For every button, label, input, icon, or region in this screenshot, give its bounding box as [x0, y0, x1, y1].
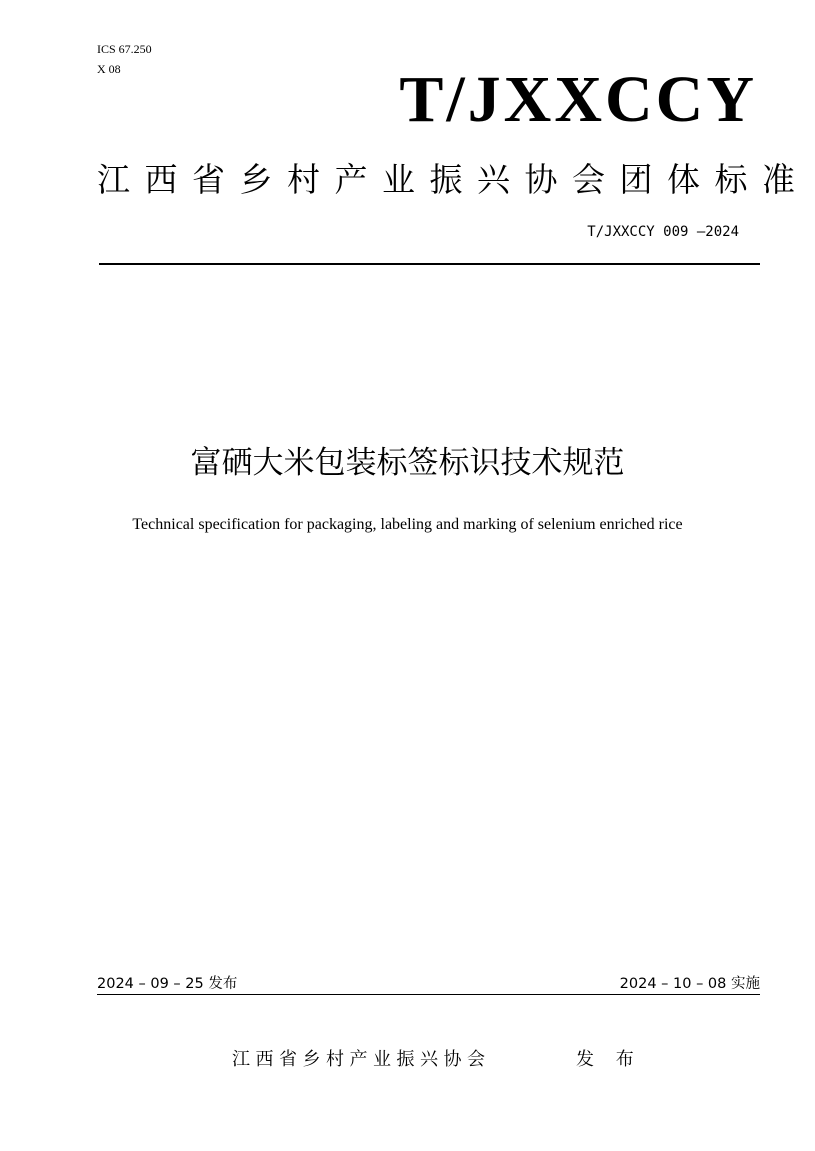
standard-number: T/JXXCCY 009 —2024	[587, 224, 739, 240]
header-divider	[99, 263, 760, 265]
classification-code: X 08	[97, 62, 121, 76]
publish-date: 2024 – 09 – 25 发布	[97, 976, 238, 992]
document-title-english: Technical specification for packaging, labeling and marking of selenium enriched rice	[132, 516, 683, 533]
document-title: 富硒大米包装标签标识技术规范	[190, 445, 625, 481]
footer-divider	[97, 994, 760, 995]
organization-standard-title: 江西省乡村产业振兴协会团体标准	[97, 160, 810, 199]
issuing-organization: 江西省乡村产业振兴协会	[232, 1049, 491, 1070]
issue-label: 发 布	[576, 1049, 642, 1070]
standard-code-logo: T/JXXCCY	[399, 63, 757, 136]
ics-code: ICS 67.250	[97, 42, 152, 56]
implementation-date: 2024 – 10 – 08 实施	[619, 976, 760, 992]
